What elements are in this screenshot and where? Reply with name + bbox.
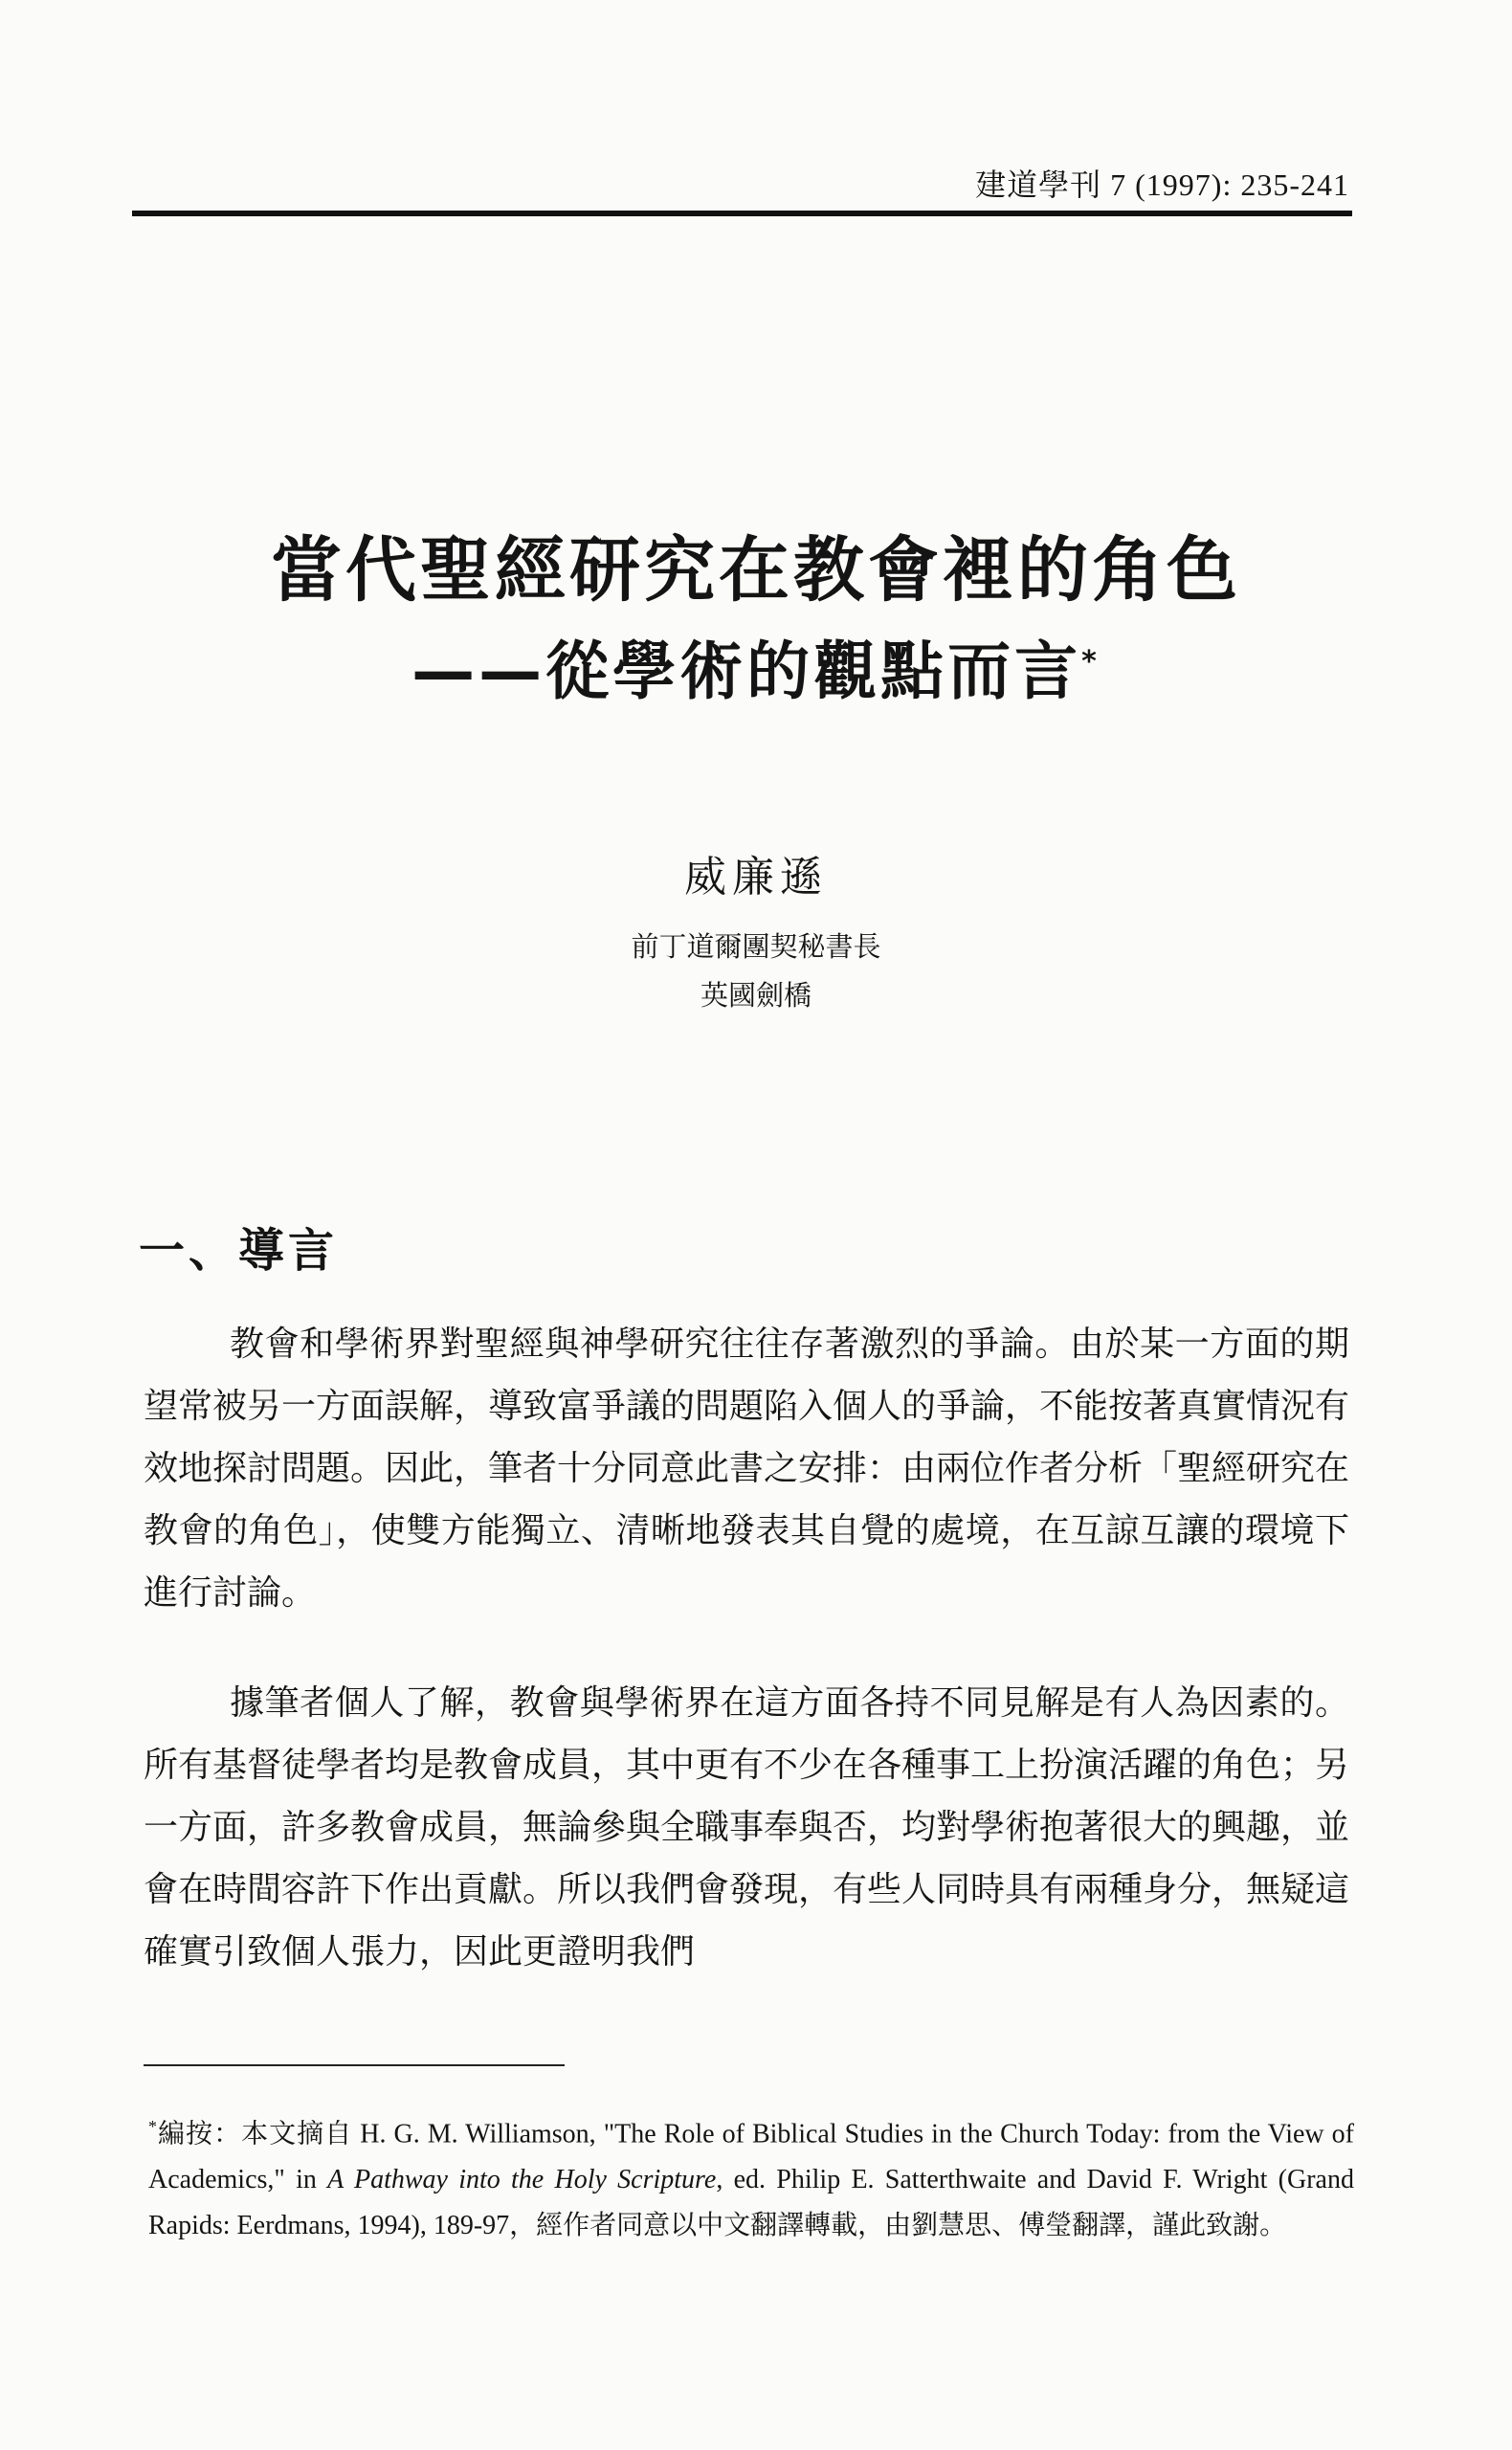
running-head: 建道學刊 7 (1997): 235-241: [975, 167, 1349, 202]
title-block: [0, 526, 1512, 711]
author-block: [0, 842, 1512, 1020]
footnote-rule: [144, 2064, 565, 2066]
paragraph-2: 據筆者個人了解，教會與學術界在這方面各持不同見解是有人為因素的。所有基督徒學者均是教會成員，其中更有不少在各種事工上扮演活躍的角色；另一方面，許多教會成員，無論參與全職事奉與否，均對學術抱著很大的興趣，並會在時間容許下作出貢獻。所以我們會發現，有些人同時具有兩種身分，無疑這確實引致個人張力，因此更證明我們: [144, 1683, 1350, 1971]
paragraph-1: 教會和學術界對聖經與神學研究往往存著激烈的爭論。由於某一方面的期望常被另一方面誤解，導致富爭議的問題陷入個人的爭論，不能按著真實情況有效地探討問題。因此，筆者十分同意此書之安排：由兩位作者分析「聖經研究在教會的角色」，使雙方能獨立、清晰地發表其自覺的處境，在互諒互讓的環境下進行討論。: [144, 1325, 1350, 1613]
article-title: 當代聖經研究在教會裡的角色: [271, 529, 1241, 612]
footnote: [148, 2104, 1354, 2249]
body-text: [144, 1313, 1349, 2031]
affiliation-line-2: 英國劍橋: [700, 978, 812, 1012]
author-name: 威廉遜: [684, 853, 828, 902]
subtitle-footnote-mark: *: [1081, 644, 1101, 679]
author-affiliation: [0, 923, 1512, 1020]
footnote-book-title: A Pathway into the Holy Scripture: [327, 2165, 717, 2195]
subtitle-text: ——從學術的觀點而言: [411, 634, 1082, 708]
footnote-mark: *: [148, 2117, 157, 2136]
footnote-text-before: 編按：本文摘自 H. G. M. Williamson, "The Role of Biblical Studies in the Church Today: from the View of Academics," in: [148, 2119, 1354, 2195]
affiliation-line-1: 前丁道爾團契秘書長: [631, 930, 881, 963]
footnote-text-after: , ed. Philip E. Satterthwaite and David F. Wright (Grand Rapids: Eerdmans, 1994), 189-97，經作者同意以中文翻譯轉載，由劉慧思、傅瑩翻譯，謹此致謝。: [148, 2165, 1354, 2241]
section-heading: 一、導言: [139, 1224, 339, 1278]
article-subtitle: [0, 633, 1512, 712]
header-rule: [132, 211, 1352, 216]
